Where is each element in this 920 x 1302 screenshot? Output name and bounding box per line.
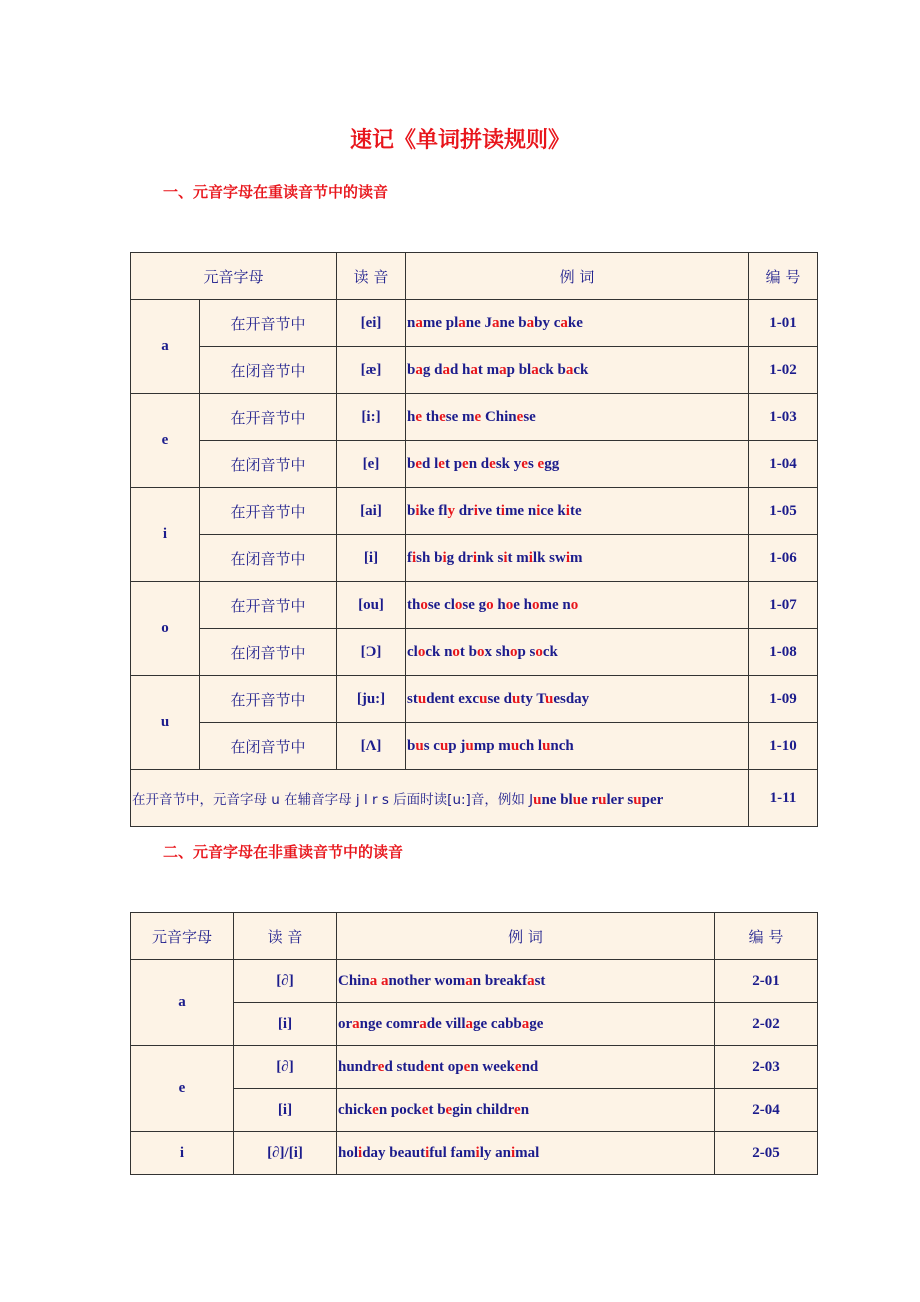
rule-code-cell: 2-04 <box>715 1089 818 1132</box>
section-1-heading: 一、元音字母在重读音节中的读音 <box>163 183 389 201</box>
example-words-cell <box>337 1003 715 1046</box>
phonetic-symbol-cell: [i:] <box>337 394 406 441</box>
highlighted-letters: i <box>473 502 478 519</box>
word-text: n <box>407 314 416 331</box>
rule-code-cell: 1-01 <box>749 300 818 347</box>
highlighted-letters: a <box>521 1015 530 1032</box>
highlighted-letters: a <box>492 314 500 331</box>
word-text: ck b <box>538 361 566 378</box>
rule-code-cell: 1-09 <box>749 676 818 723</box>
table-row <box>131 960 818 1003</box>
rule-code-cell: 1-02 <box>749 347 818 394</box>
highlighted-letters: u <box>542 737 551 754</box>
phonetic-symbol-cell: [i] <box>234 1003 337 1046</box>
highlighted-letters: u <box>439 737 449 754</box>
rule-code-cell: 1-07 <box>749 582 818 629</box>
highlighted-letters: i <box>425 1144 430 1161</box>
phonetic-symbol-cell: [ai] <box>337 488 406 535</box>
phonetic-symbol-cell: [ei] <box>337 300 406 347</box>
syllable-condition-cell: 在闭音节中 <box>200 347 337 394</box>
highlighted-letters: a <box>527 972 535 989</box>
word-text: me n <box>539 596 571 613</box>
vowel-letter-cell: u <box>131 676 200 770</box>
highlighted-letters: i <box>565 549 571 566</box>
rule-code-cell: 1-03 <box>749 394 818 441</box>
highlighted-letters: a <box>458 314 466 331</box>
note-text: 在开音节中，元音字母 u 在辅音字母 j l r s 后面时读[u:]音，例如 J <box>132 791 534 808</box>
page-title: 速记《单词拼读规则》 <box>349 128 570 153</box>
word-text: ty T <box>520 690 545 707</box>
vowel-letter-cell: o <box>131 582 200 676</box>
highlighted-letters: e <box>489 455 496 472</box>
header-example-words: 例 词 <box>337 913 715 960</box>
table-row <box>131 535 818 582</box>
word-text: sk y <box>495 455 522 472</box>
highlighted-letters: u <box>533 791 542 808</box>
word-text: nch <box>550 737 574 754</box>
rule-code-cell: 2-03 <box>715 1046 818 1089</box>
word-text: chick <box>338 1101 373 1118</box>
word-text: ke fl <box>419 502 448 519</box>
syllable-condition-cell: 在开音节中 <box>200 676 337 723</box>
word-text: gg <box>544 455 560 472</box>
header-vowel-letter: 元音字母 <box>131 253 337 300</box>
syllable-condition-cell: 在开音节中 <box>200 488 337 535</box>
rule-code-cell: 1-11 <box>749 770 818 827</box>
word-text: th <box>407 596 421 613</box>
note-text: per <box>641 791 664 808</box>
word-text: de vill <box>426 1015 466 1032</box>
table-row <box>131 1003 818 1046</box>
word-text: n pock <box>378 1101 422 1118</box>
word-text: esday <box>553 690 590 707</box>
word-text: n breakf <box>472 972 528 989</box>
word-text: ch l <box>519 737 543 754</box>
word-text: hundr <box>338 1058 378 1075</box>
syllable-condition-cell: 在开音节中 <box>200 394 337 441</box>
word-text: Chin <box>481 408 517 425</box>
highlighted-letters: u <box>465 737 474 754</box>
word-text: nother wom <box>388 972 466 989</box>
word-text: f <box>407 549 412 566</box>
highlighted-letters: a <box>499 361 507 378</box>
highlighted-letters: u <box>544 690 554 707</box>
highlighted-letters: i <box>536 502 541 519</box>
highlighted-letters: o <box>486 596 494 613</box>
word-text: n d <box>468 455 490 472</box>
rule-code-cell: 1-06 <box>749 535 818 582</box>
example-words-cell <box>406 394 749 441</box>
highlighted-letters: i <box>500 502 505 519</box>
rule-code-cell: 1-04 <box>749 441 818 488</box>
word-text: s c <box>423 737 440 754</box>
header-example-words: 例 词 <box>406 253 749 300</box>
word-text: n <box>520 1101 530 1118</box>
word-text: te <box>569 502 582 519</box>
word-text: ke <box>567 314 583 331</box>
highlighted-letters: o <box>417 643 426 660</box>
word-text: gin childr <box>452 1101 515 1118</box>
phonetic-symbol-cell: [Ͻ] <box>337 629 406 676</box>
highlighted-letters: e <box>537 455 545 472</box>
word-text: ge cabb <box>473 1015 522 1032</box>
highlighted-letters: u <box>479 690 488 707</box>
example-words-cell <box>406 300 749 347</box>
highlighted-letters: e <box>514 1101 521 1118</box>
highlighted-letters: i <box>442 549 447 566</box>
syllable-condition-cell: 在开音节中 <box>200 582 337 629</box>
word-text: ne J <box>465 314 493 331</box>
highlighted-letters: e <box>445 1101 453 1118</box>
note-cell <box>131 770 749 827</box>
word-text: ly an <box>479 1144 511 1161</box>
highlighted-letters: i <box>415 502 420 519</box>
word-text: d l <box>422 455 439 472</box>
word-text: me n <box>504 502 537 519</box>
highlighted-letters: u <box>417 690 427 707</box>
highlighted-letters: a <box>526 314 535 331</box>
word-text: ck <box>542 643 558 660</box>
highlighted-letters: i <box>528 549 533 566</box>
example-words-cell <box>406 488 749 535</box>
word-text: ful fam <box>429 1144 476 1161</box>
table-row <box>131 488 818 535</box>
highlighted-letters: o <box>454 596 463 613</box>
word-text: nd <box>521 1058 539 1075</box>
word-text: p s <box>517 643 536 660</box>
phonetic-symbol-cell: [ju:] <box>337 676 406 723</box>
word-text: t b <box>428 1101 446 1118</box>
highlighted-letters: a <box>470 361 478 378</box>
word-text: x sh <box>484 643 510 660</box>
highlighted-letters: o <box>570 596 579 613</box>
word-text: e h <box>513 596 533 613</box>
highlighted-letters: u <box>572 791 582 808</box>
word-text: nk s <box>477 549 504 566</box>
highlighted-letters: u <box>415 737 424 754</box>
word-text: Chin <box>338 972 370 989</box>
highlighted-letters: u <box>510 737 520 754</box>
table-row <box>131 676 818 723</box>
highlighted-letters: o <box>505 596 514 613</box>
example-words-cell <box>406 582 749 629</box>
word-text: g d <box>422 361 443 378</box>
word-text: mp m <box>473 737 511 754</box>
highlighted-letters: i <box>475 1144 480 1161</box>
word-text: day beaut <box>362 1144 426 1161</box>
phonetic-symbol-cell: [∂] <box>234 1046 337 1089</box>
word-text: t b <box>459 643 478 660</box>
word-text: nt op <box>430 1058 464 1075</box>
rule-code-cell: 1-05 <box>749 488 818 535</box>
word-text: dent exc <box>426 690 480 707</box>
highlighted-letters: e <box>463 1058 471 1075</box>
word-text: n week <box>470 1058 515 1075</box>
highlighted-letters: u <box>598 791 607 808</box>
phonetic-symbol-cell: [i] <box>337 535 406 582</box>
highlighted-letters: e <box>462 455 469 472</box>
word-text: se cl <box>427 596 455 613</box>
rule-code-cell: 2-05 <box>715 1132 818 1175</box>
word-text: d h <box>449 361 471 378</box>
note-text: e r <box>581 791 599 808</box>
vowel-letter-cell: i <box>131 1132 234 1175</box>
highlighted-letters: e <box>415 455 423 472</box>
syllable-condition-cell: 在闭音节中 <box>200 723 337 770</box>
phonetic-symbol-cell: [ou] <box>337 582 406 629</box>
highlighted-letters: e <box>516 408 524 425</box>
table-row <box>131 300 818 347</box>
syllable-condition-cell: 在开音节中 <box>200 300 337 347</box>
phonetic-symbol-cell: [Λ] <box>337 723 406 770</box>
header-pronunciation: 读 音 <box>234 913 337 960</box>
highlighted-letters: e <box>438 455 445 472</box>
word-text: ce k <box>540 502 566 519</box>
highlighted-letters: i <box>565 502 570 519</box>
highlighted-letters: a <box>465 1015 473 1032</box>
table-header-row <box>131 913 818 960</box>
word-text: ve t <box>477 502 501 519</box>
vowel-letter-cell: e <box>131 394 200 488</box>
vowel-letter-cell: a <box>131 960 234 1046</box>
highlighted-letters: i <box>472 549 478 566</box>
example-words-cell <box>337 960 715 1003</box>
word-text: se <box>523 408 536 425</box>
highlighted-letters: a <box>560 314 568 331</box>
highlighted-letters: i <box>358 1144 363 1161</box>
vowel-letter-cell: i <box>131 488 200 582</box>
highlighted-letters: e <box>514 1058 522 1075</box>
word-text: se g <box>462 596 487 613</box>
highlighted-letters: e <box>377 1058 385 1075</box>
highlighted-letters: a <box>465 972 473 989</box>
word-text: se m <box>445 408 475 425</box>
word-text: by c <box>534 314 561 331</box>
word-text: h <box>407 408 416 425</box>
word-text: d stud <box>384 1058 425 1075</box>
example-words-cell <box>406 629 749 676</box>
word-text: m <box>570 549 583 566</box>
word-text: hol <box>338 1144 359 1161</box>
word-text: b <box>407 455 416 472</box>
table-row <box>131 394 818 441</box>
header-code: 编 号 <box>749 253 818 300</box>
word-text: h <box>493 596 506 613</box>
note-text: ler s <box>606 791 634 808</box>
word-text: p bl <box>506 361 532 378</box>
highlighted-letters: a <box>369 972 378 989</box>
highlighted-letters: i <box>510 1144 516 1161</box>
vowel-letter-cell: e <box>131 1046 234 1132</box>
rule-code-cell: 1-10 <box>749 723 818 770</box>
word-text: th <box>422 408 440 425</box>
highlighted-letters: a <box>531 361 539 378</box>
highlighted-letters: a <box>380 972 389 989</box>
phonetic-symbol-cell: [e] <box>337 441 406 488</box>
vowel-letter-cell: a <box>131 300 200 394</box>
table-row <box>131 629 818 676</box>
word-text: lk sw <box>532 549 566 566</box>
word-text: b <box>407 361 416 378</box>
section-2-heading: 二、元音字母在非重读音节中的读音 <box>163 843 404 861</box>
syllable-condition-cell: 在闭音节中 <box>200 441 337 488</box>
phonetic-symbol-cell: [i] <box>234 1089 337 1132</box>
word-text: t m <box>477 361 500 378</box>
word-text: b <box>407 502 416 519</box>
word-text: sh b <box>416 549 443 566</box>
highlighted-letters: e <box>421 1101 429 1118</box>
word-text: cl <box>407 643 418 660</box>
highlighted-letters: i <box>412 549 417 566</box>
highlighted-letters: a <box>565 361 574 378</box>
highlighted-letters: o <box>452 643 460 660</box>
example-words-cell <box>406 676 749 723</box>
word-text: me pl <box>422 314 459 331</box>
example-words-cell <box>337 1046 715 1089</box>
highlighted-letters: u <box>633 791 642 808</box>
highlighted-letters: e <box>372 1101 379 1118</box>
example-words-cell <box>406 347 749 394</box>
word-text: t p <box>444 455 463 472</box>
rule-code-cell: 2-02 <box>715 1003 818 1046</box>
word-text: st <box>407 690 418 707</box>
highlighted-letters: y <box>447 502 455 519</box>
phonetic-symbol-cell: [æ] <box>337 347 406 394</box>
phonetic-symbol-cell: [∂]/[i] <box>234 1132 337 1175</box>
highlighted-letters: o <box>477 643 485 660</box>
example-words-cell <box>337 1089 715 1132</box>
highlighted-letters: e <box>424 1058 431 1075</box>
highlighted-letters: a <box>352 1015 360 1032</box>
header-code: 编 号 <box>715 913 818 960</box>
highlighted-letters: e <box>521 455 528 472</box>
rule-code-cell: 1-08 <box>749 629 818 676</box>
header-vowel-letter: 元音字母 <box>131 913 234 960</box>
word-text: b <box>407 737 416 754</box>
highlighted-letters: a <box>415 314 423 331</box>
phonetic-symbol-cell: [∂] <box>234 960 337 1003</box>
example-words-cell <box>337 1132 715 1175</box>
word-text: st <box>534 972 546 989</box>
highlighted-letters: e <box>415 408 423 425</box>
table-note-row <box>131 770 818 827</box>
table-row <box>131 723 818 770</box>
highlighted-letters: e <box>474 408 482 425</box>
table-header-row <box>131 253 818 300</box>
table-row <box>131 441 818 488</box>
rule-code-cell: 2-01 <box>715 960 818 1003</box>
table-row <box>131 1046 818 1089</box>
table-unstressed-vowels <box>130 912 818 1175</box>
word-text: ck <box>573 361 589 378</box>
word-text: nge comr <box>359 1015 420 1032</box>
table-row <box>131 582 818 629</box>
table-row <box>131 1089 818 1132</box>
example-words-cell <box>406 535 749 582</box>
highlighted-letters: u <box>512 690 521 707</box>
highlighted-letters: o <box>509 643 518 660</box>
word-text: dr <box>454 502 474 519</box>
word-text: s <box>527 455 538 472</box>
note-text: ne bl <box>541 791 573 808</box>
table-row <box>131 347 818 394</box>
syllable-condition-cell: 在闭音节中 <box>200 535 337 582</box>
word-text: ge <box>529 1015 544 1032</box>
highlighted-letters: a <box>419 1015 427 1032</box>
word-text: ck n <box>425 643 453 660</box>
example-words-cell <box>406 723 749 770</box>
word-text: g dr <box>446 549 473 566</box>
syllable-condition-cell: 在闭音节中 <box>200 629 337 676</box>
word-text: ne b <box>499 314 527 331</box>
word-text: t m <box>507 549 529 566</box>
highlighted-letters: i <box>503 549 508 566</box>
word-text: mal <box>515 1144 540 1161</box>
highlighted-letters: e <box>439 408 446 425</box>
example-words-cell <box>406 441 749 488</box>
word-text: p j <box>448 737 466 754</box>
highlighted-letters: a <box>415 361 423 378</box>
word-text: or <box>338 1015 353 1032</box>
highlighted-letters: a <box>442 361 450 378</box>
table-stressed-vowels <box>130 252 818 827</box>
word-text: se d <box>487 690 513 707</box>
highlighted-letters: o <box>420 596 428 613</box>
table-row <box>131 1132 818 1175</box>
highlighted-letters: o <box>535 643 543 660</box>
header-pronunciation: 读 音 <box>337 253 406 300</box>
highlighted-letters: o <box>532 596 540 613</box>
